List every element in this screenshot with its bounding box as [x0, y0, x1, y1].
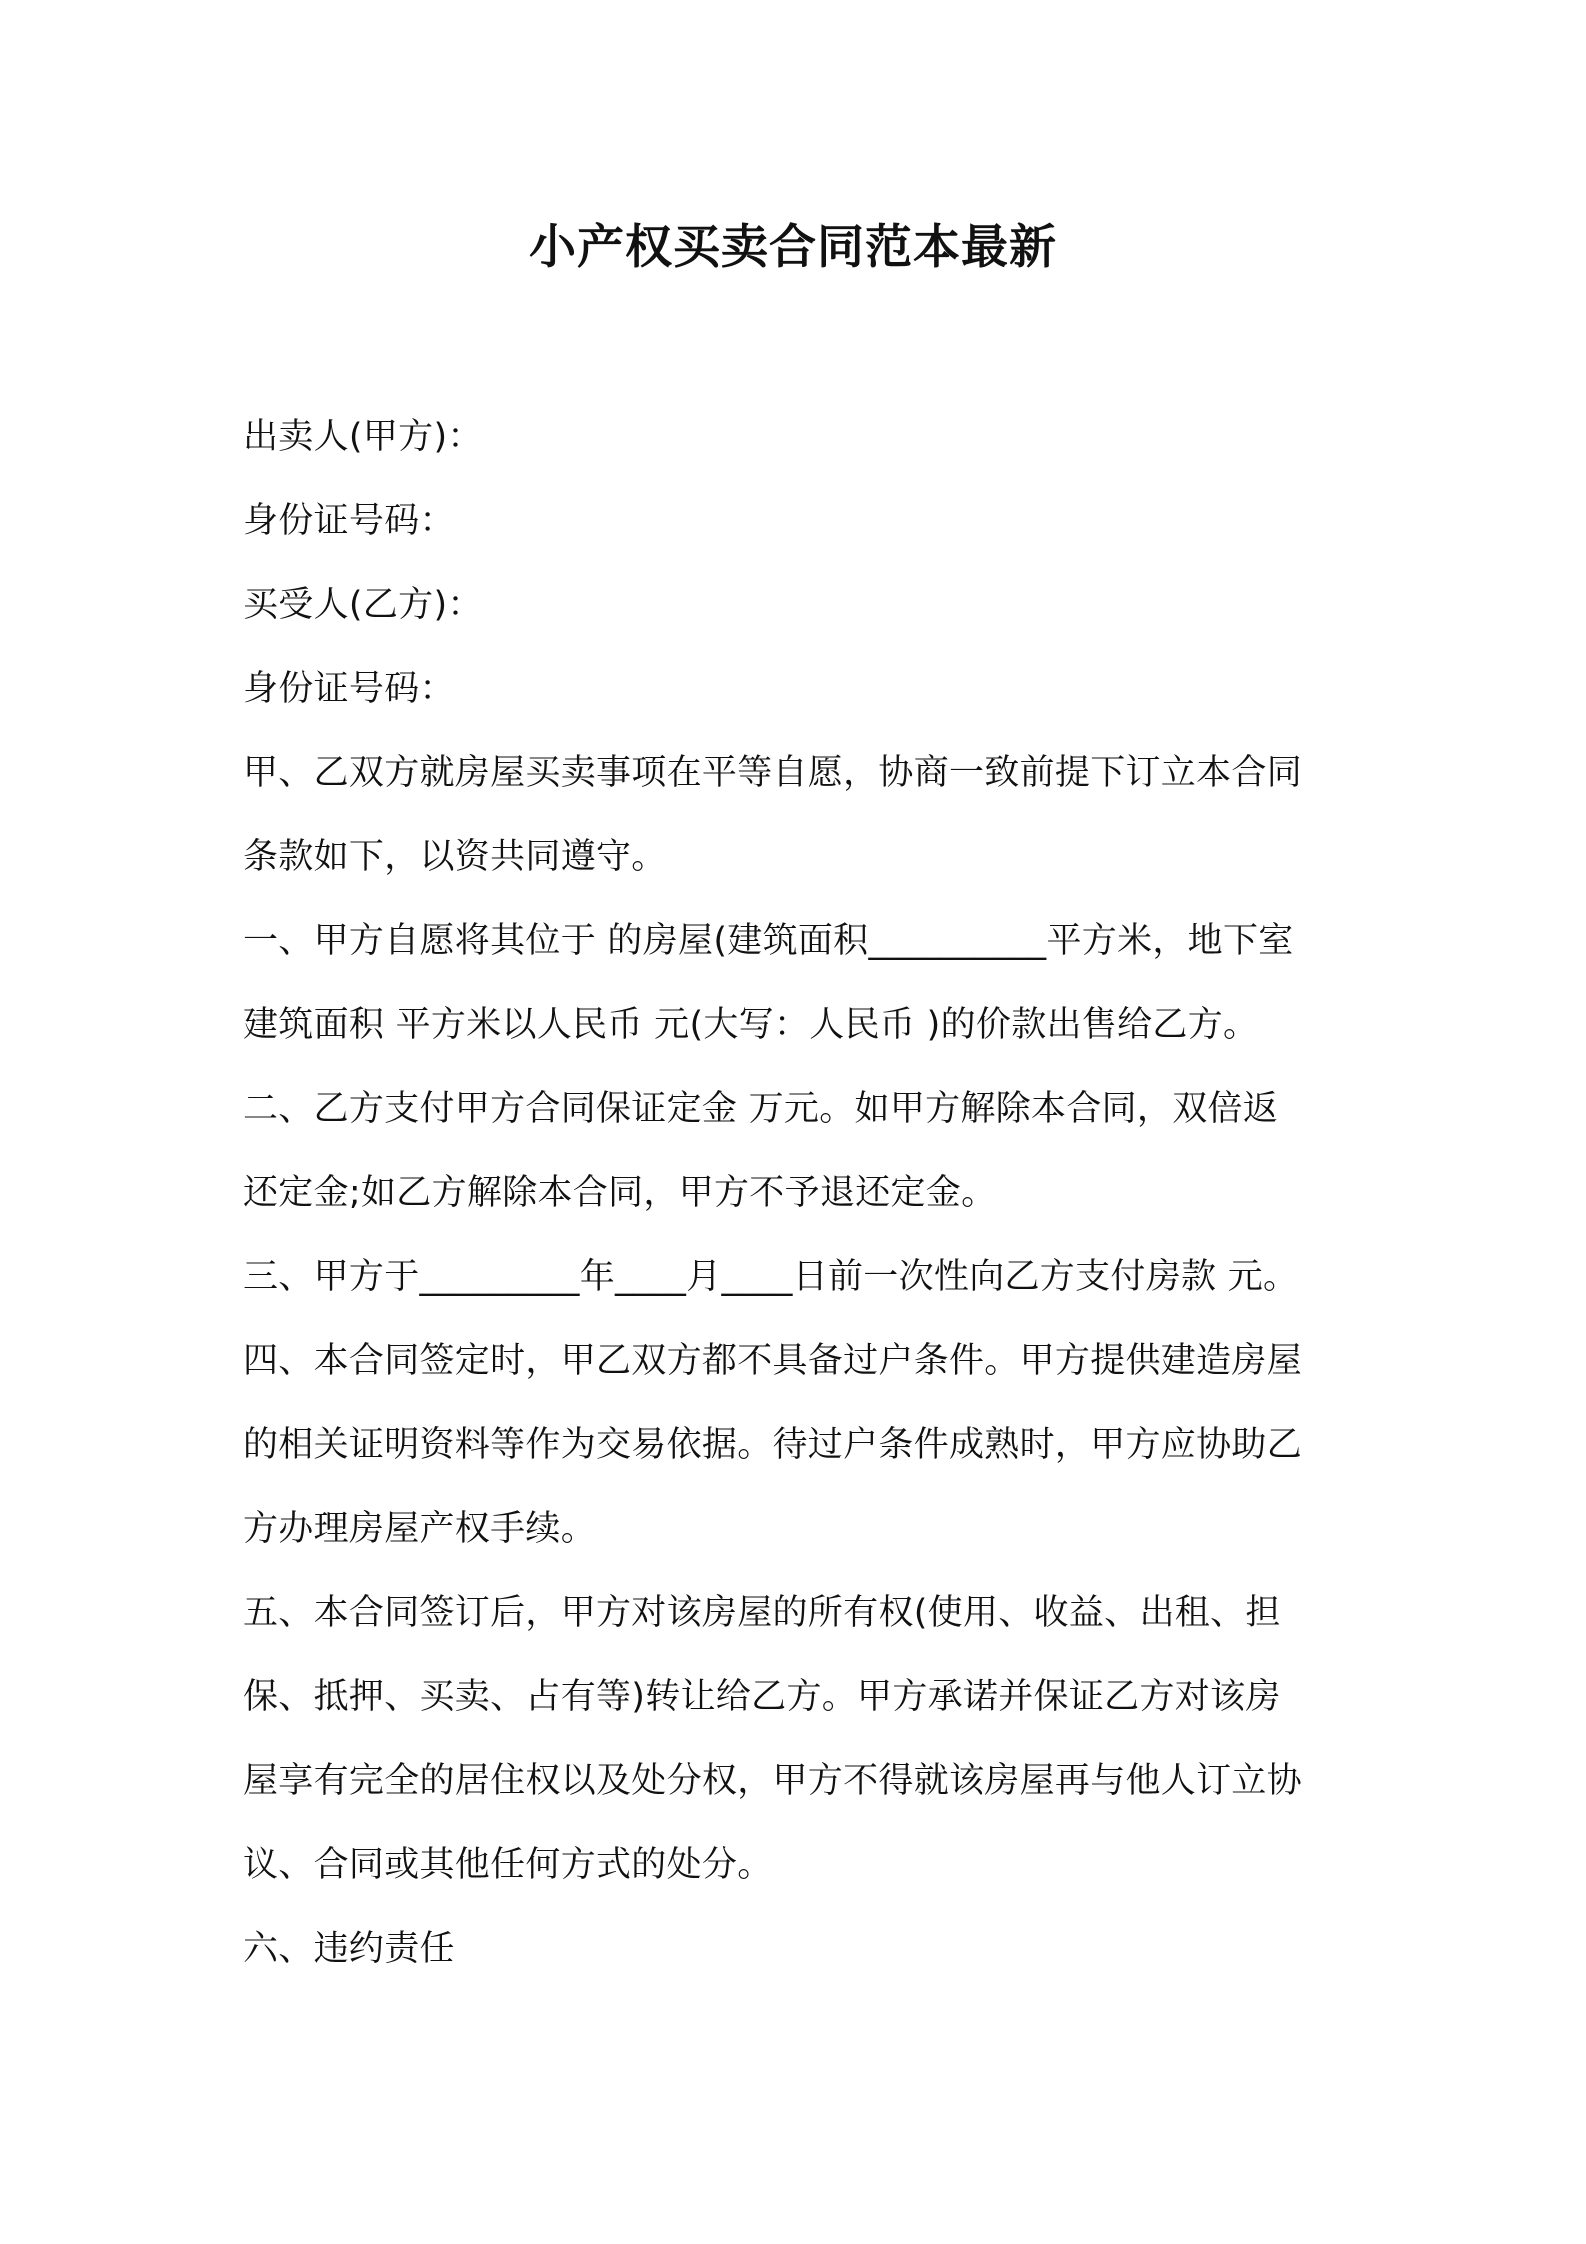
clause-2-line-2: 还定金;如乙方解除本合同，甲方不予退还定金。 — [243, 1173, 997, 1213]
clause-5-line-3: 屋享有完全的居住权以及处分权，甲方不得就该房屋再与他人订立协 — [243, 1761, 1303, 1801]
clause-3-line-1: 三、甲方于_________年____月____日前一次性向乙方支付房款 元。 — [243, 1257, 1299, 1297]
clause-4-line-3: 方办理房屋产权手续。 — [243, 1509, 597, 1549]
seller-id-line: 身份证号码： — [243, 501, 455, 541]
clause-5-line-4: 议、合同或其他任何方式的处分。 — [243, 1845, 773, 1885]
seller-line: 出卖人(甲方)： — [243, 417, 483, 457]
contract-body — [243, 407, 1378, 2003]
buyer-id-line: 身份证号码： — [243, 669, 455, 709]
clause-4-line-2: 的相关证明资料等作为交易依据。待过户条件成熟时，甲方应协助乙 — [243, 1425, 1303, 1465]
document-title: 小产权买卖合同范本最新 — [529, 220, 1057, 275]
clause-1-line-1: 一、甲方自愿将其位于 的房屋(建筑面积__________平方米，地下室 — [243, 921, 1294, 961]
preamble-line-2: 条款如下，以资共同遵守。 — [243, 837, 667, 877]
clause-2-line-1: 二、乙方支付甲方合同保证定金 万元。如甲方解除本合同，双倍返 — [243, 1089, 1279, 1129]
clause-4-line-1: 四、本合同签定时，甲乙双方都不具备过户条件。甲方提供建造房屋 — [243, 1341, 1303, 1381]
clause-1-line-2: 建筑面积 平方米以人民币 元(大写：人民币 )的价款出售给乙方。 — [243, 1005, 1259, 1045]
clause-5-line-2: 保、抵押、买卖、占有等)转让给乙方。甲方承诺并保证乙方对该房 — [243, 1677, 1281, 1717]
preamble-line-1: 甲、乙双方就房屋买卖事项在平等自愿，协商一致前提下订立本合同 — [243, 753, 1303, 793]
clause-5-line-1: 五、本合同签订后，甲方对该房屋的所有权(使用、收益、出租、担 — [243, 1593, 1281, 1633]
clause-6-heading: 六、违约责任 — [243, 1929, 455, 1969]
buyer-line: 买受人(乙方)： — [243, 585, 483, 625]
